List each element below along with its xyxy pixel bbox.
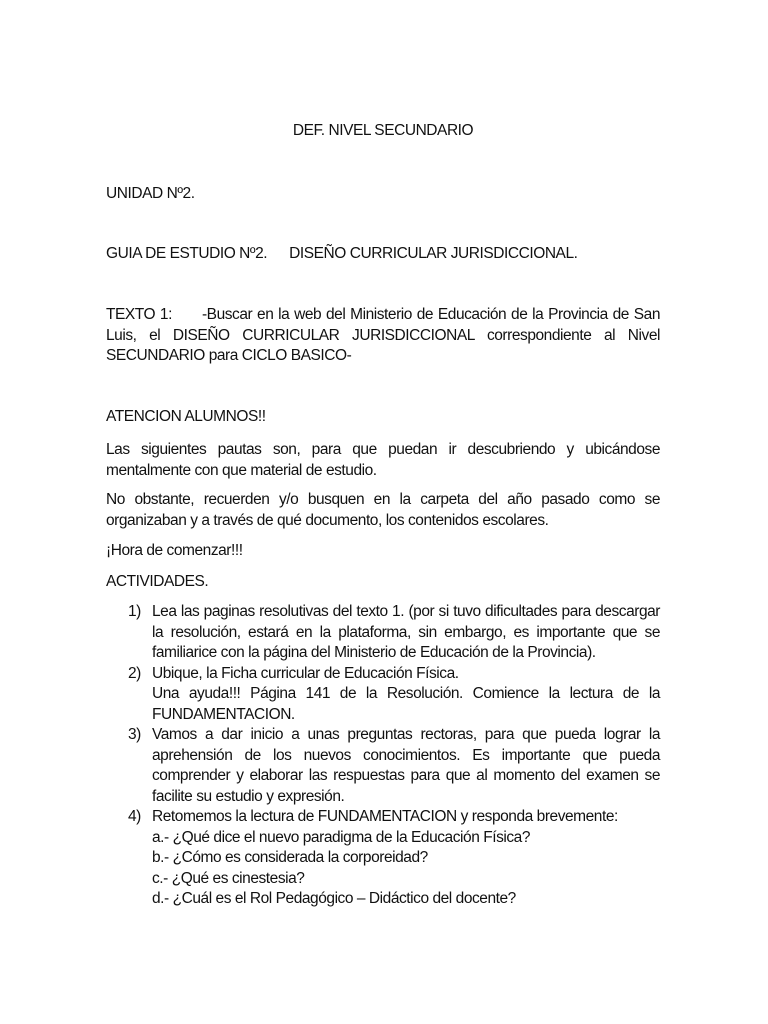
list-item-extra: Una ayuda!!! Página 141 de la Resolución. Comience la lectura de la FUNDAMENTACION. — [152, 685, 660, 723]
list-item-text: Lea las paginas resolutivas del texto 1. (por si tuvo dificultades para descargar la resolución, estará en la plataforma, sin embargo, es importante que se familiarice con la página del Ministerio de Educación de la Provincia). — [152, 603, 660, 661]
list-item-number: 3) — [128, 726, 141, 743]
texto1-label: TEXTO 1: — [106, 306, 172, 323]
list-item-text: Ubique, la Ficha curricular de Educación Física. — [152, 664, 459, 682]
question-b: b.- ¿Cómo es considerada la corporeidad? — [152, 849, 428, 866]
guia-label: GUIA DE ESTUDIO Nº2. — [106, 245, 268, 262]
list-item-text: Vamos a dar inicio a unas preguntas rectoras, para que pueda lograr la aprehensión de los nuevos conocimientos. Es importante que pueda comprender y elaborar las respuestas para que al momento del examen se facilite su estudio y expresión. — [152, 726, 660, 805]
guia-heading — [106, 244, 577, 265]
atencion-heading: ATENCION ALUMNOS!! — [106, 408, 266, 425]
actividades-heading: ACTIVIDADES. — [106, 573, 209, 590]
activities-list — [106, 602, 660, 910]
obstante-paragraph: No obstante, recuerden y/o busquen en la carpeta del año pasado como se organizaban y a través de qué documento, los contenidos escolares. — [106, 491, 660, 529]
question-c: c.- ¿Qué es cinestesia? — [152, 869, 305, 887]
list-item-number: 2) — [128, 664, 141, 682]
texto1-paragraph — [106, 305, 660, 367]
question-a: a.- ¿Qué dice el nuevo paradigma de la Educación Física? — [152, 828, 531, 846]
document-title-text: DEF. NIVEL SECUNDARIO — [292, 122, 474, 139]
list-item — [106, 807, 660, 910]
question-d: d.- ¿Cuál es el Rol Pedagógico – Didáctico del docente? — [152, 890, 516, 907]
list-item — [106, 602, 660, 664]
pautas-paragraph: Las siguientes pautas son, para que puedan ir descubriendo y ubicándose mentalmente con que material de estudio. — [106, 441, 660, 479]
list-item-text: Retomemos la lectura de FUNDAMENTACION y responda brevemente: — [152, 808, 618, 825]
guia-title: DISEÑO CURRICULAR JURISDICCIONAL. — [289, 245, 578, 262]
document-page — [106, 0, 660, 1024]
list-item-number: 4) — [128, 808, 141, 825]
document-title — [106, 121, 660, 142]
list-item — [106, 725, 660, 807]
list-item — [106, 664, 660, 726]
hora-paragraph: ¡Hora de comenzar!!! — [106, 542, 243, 559]
texto1-body: -Buscar en la web del Ministerio de Educación de la Provincia de San Luis, el DISEÑO CURRICULAR JURISDICCIONAL correspondiente al Nivel SECUNDARIO para CICLO BASICO- — [106, 306, 660, 364]
list-item-number: 1) — [128, 603, 141, 620]
unidad-heading: UNIDAD Nº2. — [106, 185, 195, 202]
